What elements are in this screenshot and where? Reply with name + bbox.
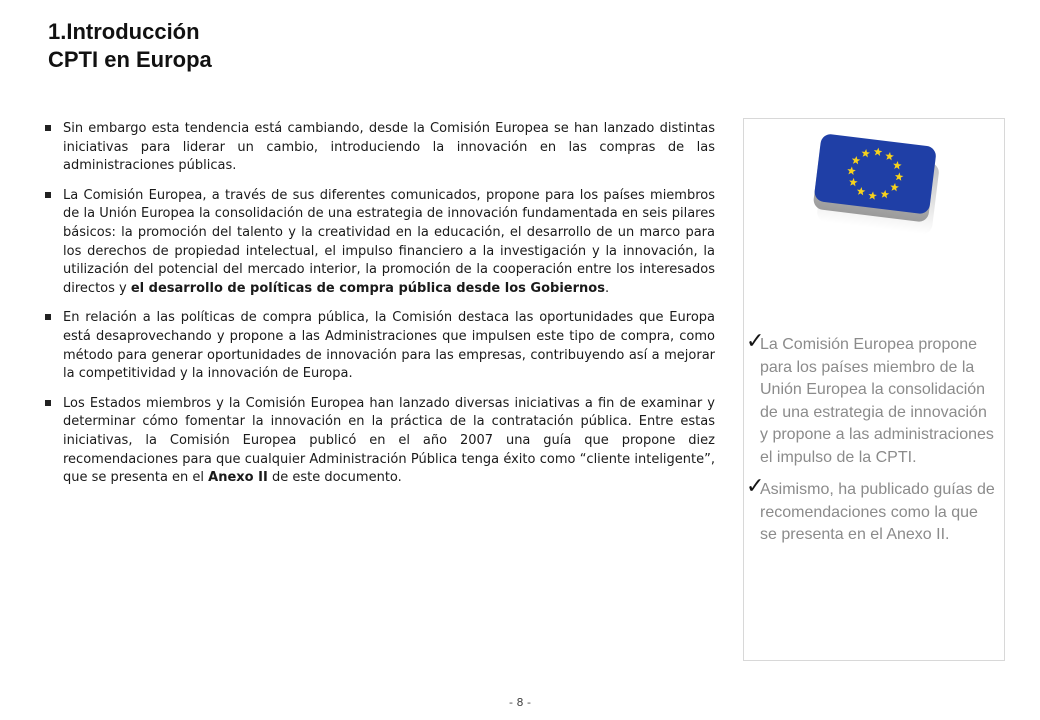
paragraph-1 xyxy=(43,120,715,176)
paragraph-2-end: . xyxy=(604,280,610,296)
eu-flag-icon xyxy=(804,134,946,234)
main-content xyxy=(43,120,715,499)
paragraph-3 xyxy=(43,309,715,383)
page-number: - 8 - xyxy=(509,696,531,709)
page-title xyxy=(48,18,212,74)
paragraph-3-text: En relación a las políticas de compra pública, la Comisión destaca las oportunidades que Europa está desaprovechando y propone a las Administraciones que impulsen este tipo de compra, como método para generar oportunidades de innovación para las empresas, contribuyendo así a mejorar la competitividad y la innovación de Europa. xyxy=(63,310,715,382)
paragraph-4-emphasis: Anexo II xyxy=(208,470,268,486)
eu-flag-graphic xyxy=(804,134,946,234)
square-bullet-icon xyxy=(45,400,51,406)
callout-1-text: La Comisión Europea propone para los países miembro de la Unión Europea la consolidación de una estrategia de innovación y propone a las administraciones el impulso de la CPTI. xyxy=(760,336,994,466)
title-line-1: 1.Introducción xyxy=(48,19,200,44)
callout-2-text: Asimismo, ha publicado guías de recomendaciones como la que se presenta en el Anexo II. xyxy=(760,481,995,543)
paragraph-2-emphasis: el desarrollo de políticas de compra pública desde los Gobiernos xyxy=(130,280,605,296)
callout-list xyxy=(744,329,1006,557)
callout-1 xyxy=(744,329,1006,469)
paragraph-1-text: Sin embargo esta tendencia está cambiando, desde la Comisión Europea se han lanzado distintas iniciativas para liderar un cambio, introduciendo la innovación en las compras de las administraciones públicas. xyxy=(63,121,715,174)
callout-2 xyxy=(744,474,1006,547)
checkmark-icon: ✓ xyxy=(746,474,765,499)
paragraph-4-text: Los Estados miembros y la Comisión Europea han lanzado diversas iniciativas a fin de examinar y determinar cómo fomentar la innovación en la práctica de la contratación pública. Entre estas iniciativas, la Comisión Europea publicó en el año 2007 una guía que propone diez recomendaciones para que cualquier Administración Pública tenga éxito como “cliente inteligente”, que se presenta en el xyxy=(63,395,715,486)
square-bullet-icon xyxy=(45,314,51,320)
paragraph-4-end: de este documento. xyxy=(267,470,402,486)
square-bullet-icon xyxy=(45,125,51,131)
title-line-2: CPTI en Europa xyxy=(48,47,212,72)
paragraph-4 xyxy=(43,395,715,488)
paragraph-2-text: La Comisión Europea, a través de sus diferentes comunicados, propone para los países miembros de la Unión Europea la consolidación de una estrategia de innovación fundamentada en seis pilares básicos: la promoción del talento y la creatividad en la educación, el desarrollo de un marco para los derechos de propiedad intelectual, el impulso financiero a la investigación y la innovación, la utilización del potencial del mercado interior, la promoción de la cooperación entre los interesados directos y xyxy=(63,187,715,296)
checkmark-icon: ✓ xyxy=(746,329,765,354)
sidebar-panel xyxy=(743,118,1005,661)
square-bullet-icon xyxy=(45,192,51,198)
paragraph-2 xyxy=(43,187,715,299)
